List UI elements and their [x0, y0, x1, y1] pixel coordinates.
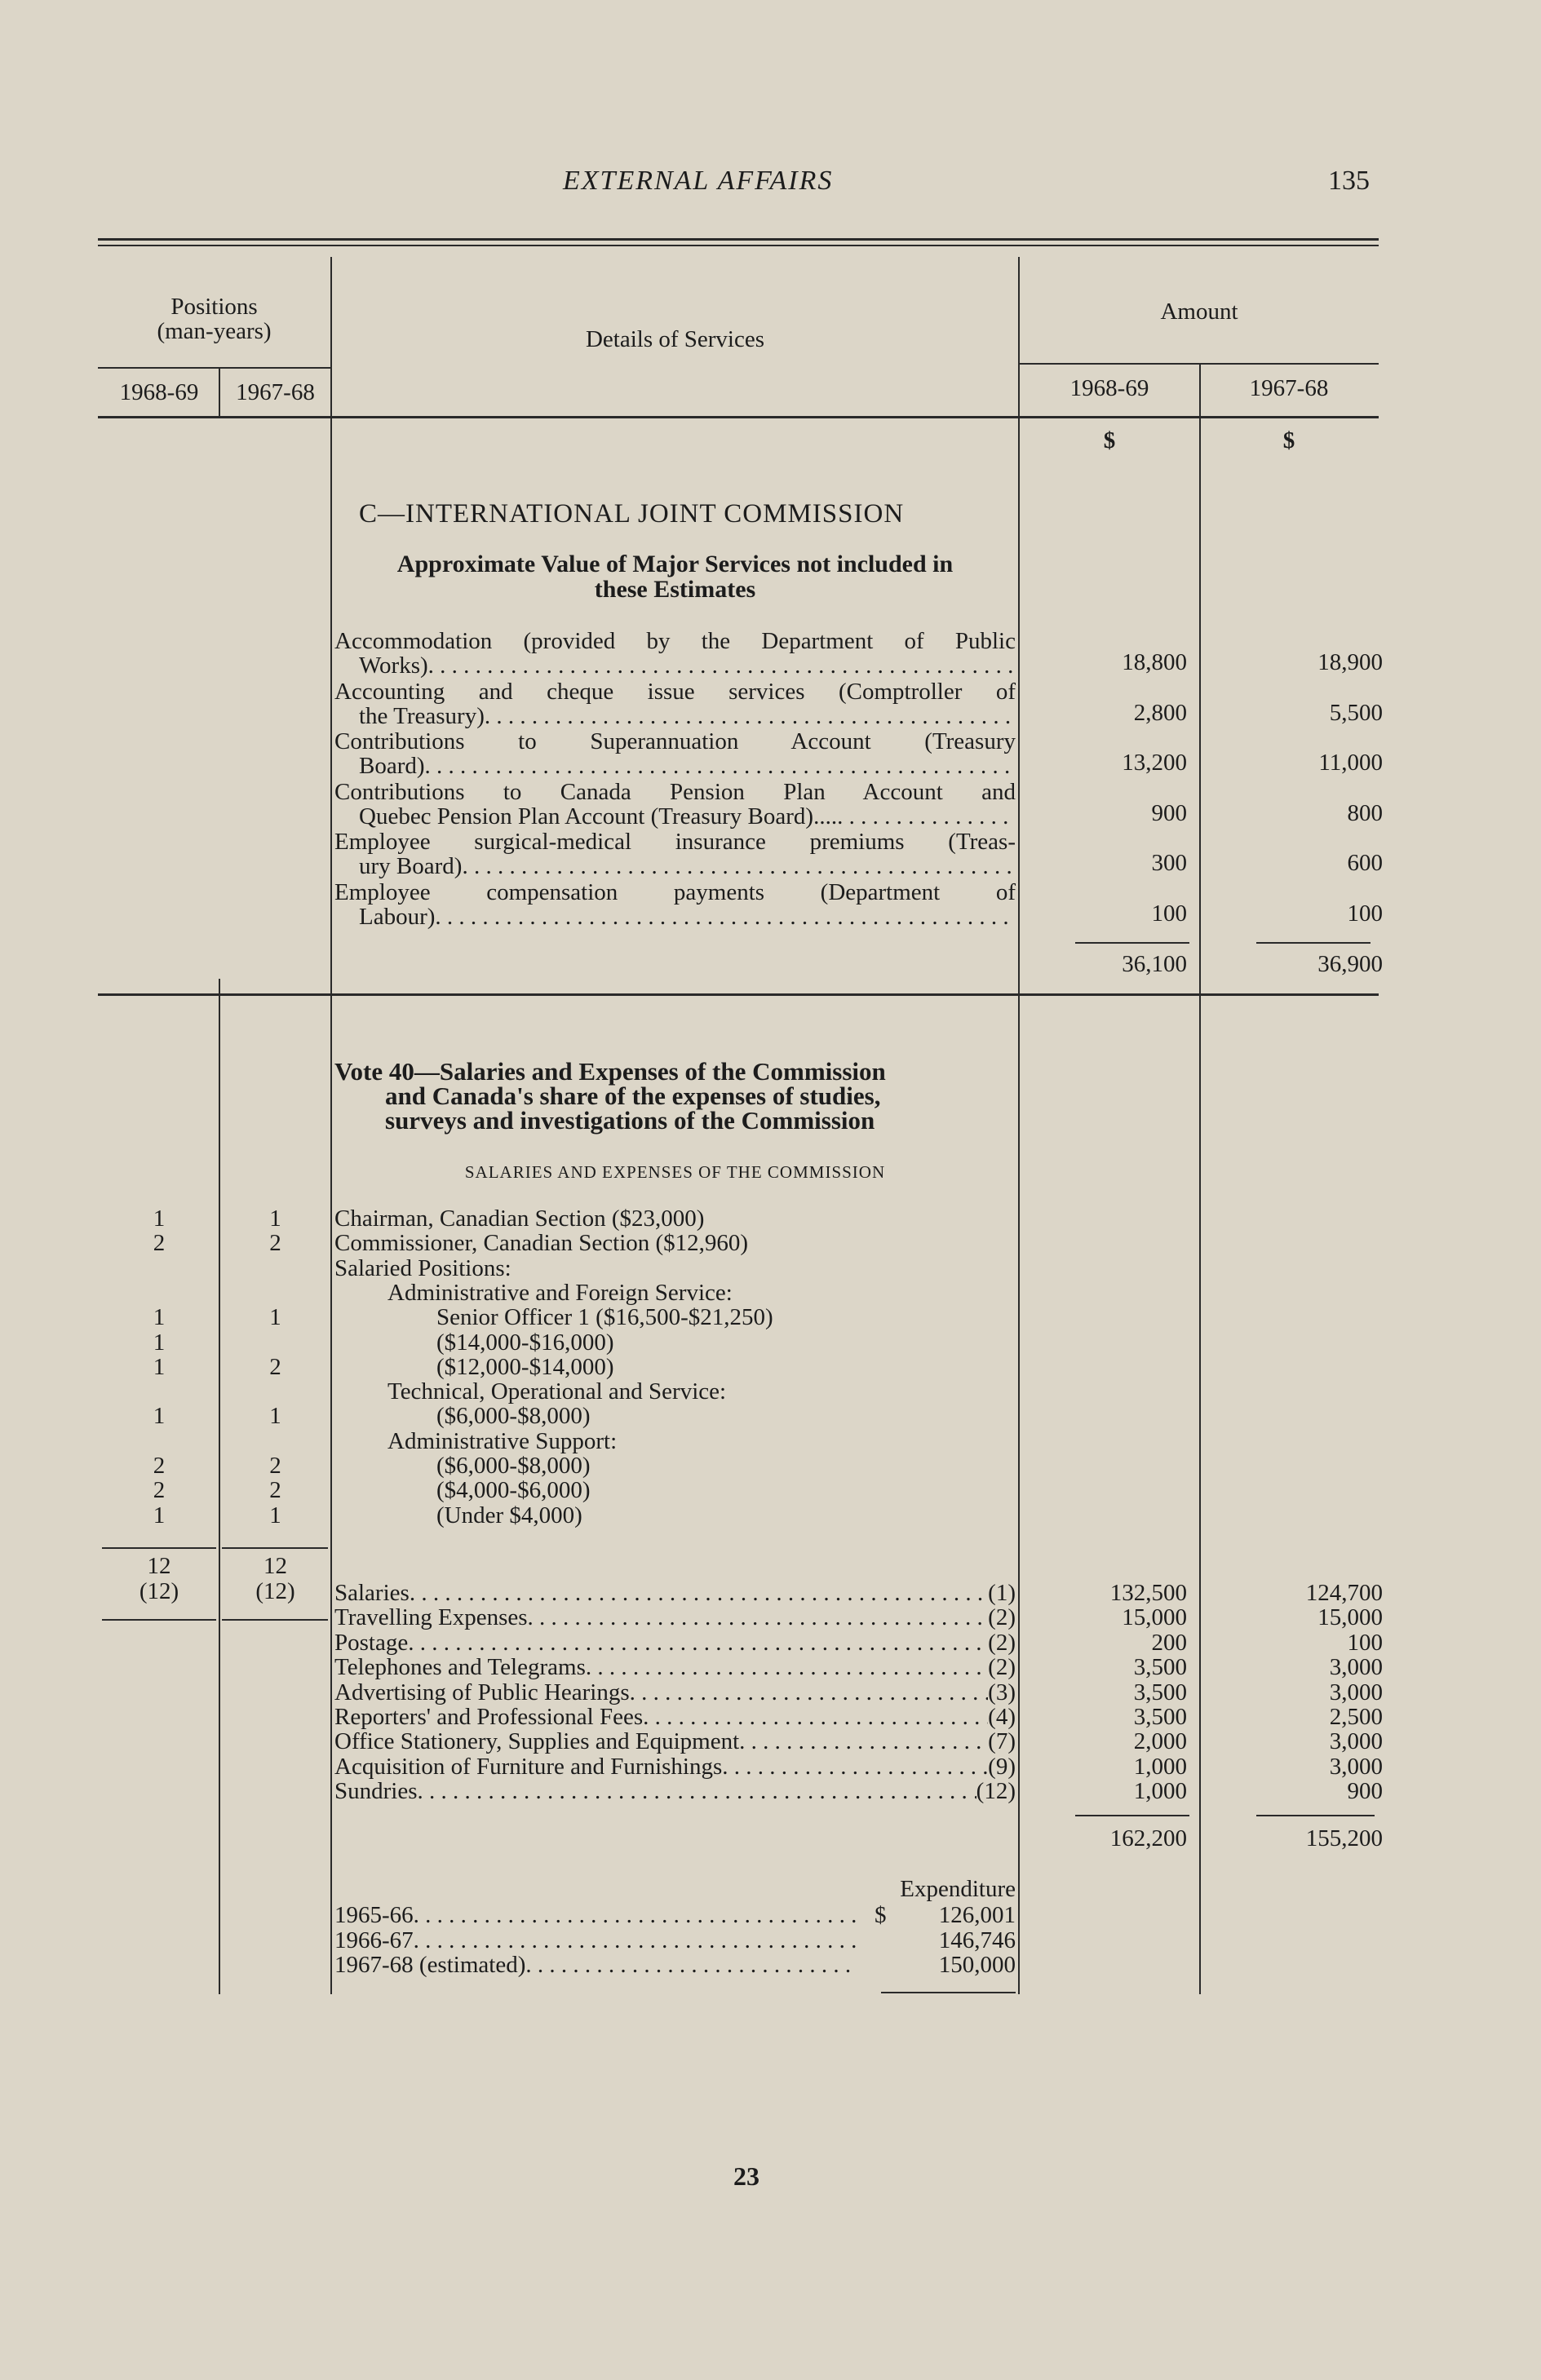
position-count-1967: 1 — [269, 1502, 281, 1528]
expenditure-year: 1967-68 (estimated) — [334, 1952, 526, 1978]
dot-leader — [630, 1679, 989, 1706]
positions-subheader: (man-years) — [157, 318, 272, 344]
expense-label: Telephones and Telegrams — [334, 1654, 586, 1680]
expense-amount-1967: 2,500 — [1329, 1704, 1383, 1730]
expense-amount-1967: 3,000 — [1329, 1754, 1383, 1780]
dot-leader — [528, 1604, 989, 1631]
dot-leader — [410, 1580, 988, 1607]
expense-amount-1968: 3,500 — [1133, 1704, 1187, 1730]
expense-standard-object: (4) — [988, 1704, 1016, 1730]
expense-amount-1968: 1,000 — [1133, 1754, 1187, 1780]
expenditure-header: Expenditure — [900, 1876, 1016, 1902]
service-item-line2 — [359, 904, 1016, 931]
position-count-1967: 1 — [269, 1304, 281, 1330]
header-rule-top — [98, 238, 1379, 241]
position-title: ($6,000-$8,000) — [436, 1403, 591, 1429]
expense-label: Acquisition of Furniture and Furnishings — [334, 1754, 723, 1780]
column-header-rule — [98, 416, 1379, 418]
expense-row — [334, 1604, 1016, 1631]
service-item-label: Board) — [359, 753, 425, 779]
service-amount-1967: 18,900 — [1317, 649, 1383, 675]
position-count-1968: 1 — [153, 1354, 166, 1380]
service-item-line1: Employee compensation payments (Department of — [334, 879, 1016, 905]
position-count-1967: 2 — [269, 1230, 281, 1256]
expenditure-year: 1966-67 — [334, 1927, 414, 1953]
position-count-1968: 2 — [153, 1230, 166, 1256]
service-item-line1: Employee surgical-medical insurance premiums (Treas- — [334, 829, 1016, 855]
position-title: Technical, Operational and Service: — [387, 1378, 727, 1405]
position-title: Chairman, Canadian Section ($23,000) — [334, 1205, 705, 1232]
expense-row — [334, 1728, 1016, 1755]
pos-total-68: 12 — [147, 1553, 171, 1579]
positions-header: Positions — [170, 294, 258, 320]
position-title: ($12,000-$14,000) — [436, 1354, 614, 1380]
expenditure-row — [334, 1952, 857, 1979]
position-count-1968: 1 — [153, 1205, 166, 1232]
service-item-line1: Contributions to Canada Pension Plan Account and — [334, 779, 1016, 805]
dot-leader — [722, 1754, 988, 1781]
dot-leader — [739, 1728, 988, 1755]
position-title: Commissioner, Canadian Section ($12,960) — [334, 1230, 749, 1256]
service-item-line2 — [359, 653, 1016, 679]
service-item-label: Labour) — [359, 904, 436, 930]
position-title: Administrative Support: — [387, 1428, 618, 1454]
dot-leader — [485, 703, 1016, 730]
positions-header-rule — [98, 367, 330, 369]
service-amount-1968: 100 — [1151, 900, 1187, 927]
service-amount-1968: 300 — [1151, 850, 1187, 876]
position-title: Senior Officer 1 ($16,500-$21,250) — [436, 1304, 773, 1330]
expenditure-currency: $ — [875, 1902, 887, 1928]
position-count-1968: 1 — [153, 1502, 166, 1528]
service-amount-1968: 13,200 — [1122, 750, 1187, 776]
expense-label: Office Stationery, Supplies and Equipment — [334, 1728, 740, 1754]
expense-row — [334, 1754, 1016, 1781]
expense-standard-object: (2) — [988, 1630, 1016, 1656]
expense-label: Advertising of Public Hearings — [334, 1679, 630, 1705]
position-title: (Under $4,000) — [436, 1502, 582, 1528]
section-c-total-67: 36,900 — [1317, 951, 1383, 977]
position-title: Salaried Positions: — [334, 1255, 511, 1281]
vote-subhead: SALARIES AND EXPENSES OF THE COMMISSION — [464, 1162, 886, 1182]
pos-subtotal-rule-68 — [102, 1547, 216, 1549]
section-c-subtitle-1: Approximate Value of Major Services not included in — [396, 551, 954, 577]
dot-leader — [425, 753, 1016, 780]
service-item-line1: Contributions to Superannuation Account (Treasury — [334, 728, 1016, 754]
expense-amount-1968: 200 — [1151, 1630, 1187, 1656]
expense-amount-1967: 100 — [1347, 1630, 1383, 1656]
details-header: Details of Services — [585, 326, 765, 352]
vote-total-rule-68 — [1075, 1815, 1189, 1816]
pos-year-1967: 1967-68 — [236, 379, 315, 405]
service-item-label: Quebec Pension Plan Account (Treasury Board).... — [359, 803, 838, 829]
position-title: ($14,000-$16,000) — [436, 1329, 614, 1356]
expenditure-row — [334, 1902, 857, 1929]
service-item-line1: Accounting and cheque issue services (Comptroller of — [334, 679, 1016, 705]
expense-label: Sundries — [334, 1778, 418, 1804]
section-c-subtitle-2: these Estimates — [594, 576, 756, 603]
pos-paren-68: (12) — [139, 1578, 179, 1604]
position-count-1968: 2 — [153, 1477, 166, 1503]
service-item-line2 — [359, 803, 1016, 830]
page-number: 135 — [1328, 166, 1370, 196]
header-rule-bottom — [98, 245, 1379, 246]
service-amount-1968: 900 — [1151, 800, 1187, 826]
dot-leader — [435, 904, 1016, 931]
service-amount-1968: 18,800 — [1122, 649, 1187, 675]
pos-bottom-rule-68 — [102, 1619, 216, 1621]
expense-amount-1967: 3,000 — [1329, 1728, 1383, 1754]
expense-amount-1967: 900 — [1347, 1778, 1383, 1804]
expense-amount-1968: 3,500 — [1133, 1654, 1187, 1680]
dot-leader — [525, 1952, 857, 1979]
expenditure-amount: 126,001 — [938, 1902, 1016, 1928]
pos-year-1968: 1968-69 — [119, 379, 199, 405]
expense-amount-1968: 2,000 — [1133, 1728, 1187, 1754]
dot-leader — [414, 1927, 857, 1954]
dot-leader — [586, 1654, 988, 1681]
service-amount-1967: 11,000 — [1318, 750, 1383, 776]
expense-amount-1967: 3,000 — [1329, 1654, 1383, 1680]
expense-standard-object: (1) — [988, 1580, 1016, 1606]
expense-row — [334, 1704, 1016, 1731]
currency-1968: $ — [1103, 427, 1116, 453]
position-count-1967: 1 — [269, 1205, 281, 1232]
section-c-total-68: 36,100 — [1122, 951, 1187, 977]
section-c-total-rule-68 — [1075, 942, 1189, 944]
expense-row — [334, 1679, 1016, 1706]
position-title: Administrative and Foreign Service: — [387, 1280, 733, 1306]
expense-row — [334, 1630, 1016, 1657]
service-item-line2 — [359, 853, 1016, 880]
expense-amount-1968: 15,000 — [1122, 1604, 1187, 1630]
position-title: ($4,000-$6,000) — [436, 1477, 591, 1503]
expense-row — [334, 1654, 1016, 1681]
dot-leader — [418, 1778, 976, 1805]
service-item-line2 — [359, 703, 1016, 730]
expense-amount-1967: 3,000 — [1329, 1679, 1383, 1705]
section-separator — [98, 993, 1379, 996]
service-item-label: the Treasury) — [359, 703, 485, 729]
dot-leader — [462, 853, 1016, 880]
pos-bottom-rule-67 — [222, 1619, 328, 1621]
dot-leader — [408, 1630, 988, 1657]
expense-standard-object: (2) — [988, 1604, 1016, 1630]
expense-amount-1968: 3,500 — [1133, 1679, 1187, 1705]
service-item-line2 — [359, 753, 1016, 780]
dot-leader — [414, 1902, 857, 1929]
service-amount-1967: 800 — [1347, 800, 1383, 826]
vrule-pos-split-top — [219, 367, 220, 418]
expense-standard-object: (3) — [988, 1679, 1016, 1705]
amount-header: Amount — [1160, 299, 1238, 325]
position-count-1968: 1 — [153, 1329, 166, 1356]
position-count-1967: 1 — [269, 1403, 281, 1429]
expense-row — [334, 1778, 1016, 1805]
expense-label: Reporters' and Professional Fees — [334, 1704, 644, 1730]
expense-label: Travelling Expenses — [334, 1604, 528, 1630]
expense-amount-1967: 124,700 — [1305, 1580, 1383, 1606]
expenditure-amount: 146,746 — [938, 1927, 1016, 1953]
section-c-title: C—INTERNATIONAL JOINT COMMISSION — [359, 499, 905, 529]
position-count-1967: 2 — [269, 1354, 281, 1380]
expense-amount-1968: 132,500 — [1109, 1580, 1187, 1606]
service-amount-1967: 100 — [1347, 900, 1383, 927]
page-marker: 23 — [733, 2161, 759, 2191]
expense-amount-1968: 1,000 — [1133, 1778, 1187, 1804]
position-count-1967: 2 — [269, 1477, 281, 1503]
expense-label: Postage — [334, 1630, 409, 1656]
expenditure-year: 1965-66 — [334, 1902, 414, 1928]
position-count-1968: 1 — [153, 1403, 166, 1429]
dot-leader — [428, 653, 1016, 679]
vote-title-3: surveys and investigations of the Commission — [385, 1106, 875, 1135]
expense-standard-object: (12) — [976, 1778, 1016, 1804]
vote-total-67: 155,200 — [1305, 1825, 1383, 1851]
position-title: ($6,000-$8,000) — [436, 1453, 591, 1479]
expense-amount-1967: 15,000 — [1317, 1604, 1383, 1630]
expense-row — [334, 1580, 1016, 1607]
vote-total-68: 162,200 — [1109, 1825, 1187, 1851]
expense-standard-object: (7) — [988, 1728, 1016, 1754]
expense-label: Salaries — [334, 1580, 410, 1606]
pos-total-67: 12 — [263, 1553, 287, 1579]
currency-1967: $ — [1282, 427, 1295, 453]
amt-year-1968: 1968-69 — [1069, 375, 1149, 401]
expenditure-row — [334, 1927, 857, 1954]
vote-title-1: Vote 40—Salaries and Expenses of the Commission — [334, 1057, 886, 1086]
dot-leader — [643, 1704, 988, 1731]
running-title: EXTERNAL AFFAIRS — [563, 166, 834, 196]
pos-subtotal-rule-67 — [222, 1547, 328, 1549]
dot-leader — [837, 803, 1016, 830]
expense-standard-object: (9) — [988, 1754, 1016, 1780]
service-amount-1967: 5,500 — [1329, 700, 1383, 726]
expenditure-amount: 150,000 — [938, 1952, 1016, 1978]
service-item-label: Works) — [359, 653, 428, 679]
amt-year-1967: 1967-68 — [1249, 375, 1329, 401]
vrule-details-left — [330, 257, 332, 1994]
position-count-1967: 2 — [269, 1453, 281, 1479]
section-c-total-rule-67 — [1256, 942, 1371, 944]
service-item-label: ury Board) — [359, 853, 463, 879]
pos-paren-67: (12) — [255, 1578, 295, 1604]
position-count-1968: 1 — [153, 1304, 166, 1330]
expense-standard-object: (2) — [988, 1654, 1016, 1680]
service-amount-1968: 2,800 — [1133, 700, 1187, 726]
expenditure-bottom-rule — [881, 1992, 1016, 1993]
vote-title-2: and Canada's share of the expenses of studies, — [385, 1082, 881, 1110]
vote-total-rule-67 — [1256, 1815, 1375, 1816]
position-count-1968: 2 — [153, 1453, 166, 1479]
service-amount-1967: 600 — [1347, 850, 1383, 876]
service-item-line1: Accommodation (provided by the Department of Public — [334, 628, 1016, 654]
